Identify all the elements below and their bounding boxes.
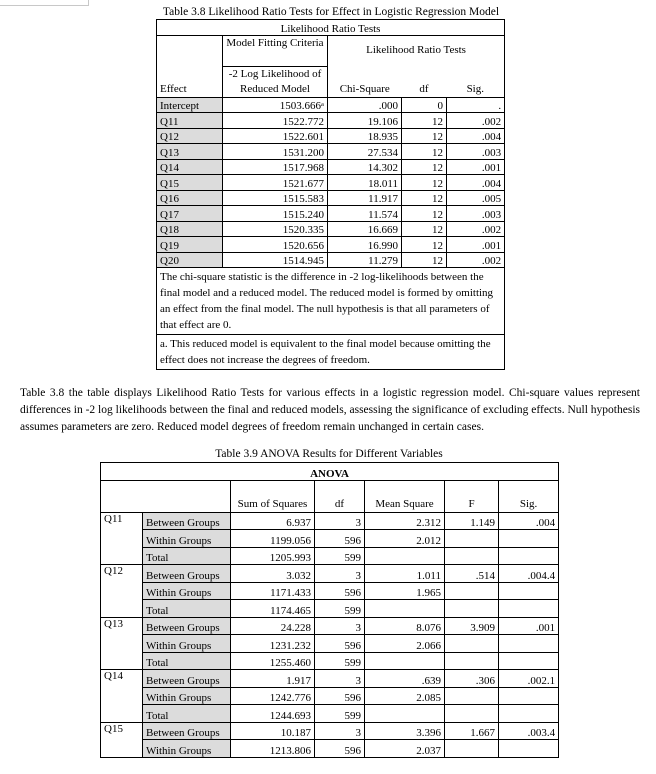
row-label: Between Groups — [143, 617, 231, 635]
df-cell: 596 — [315, 687, 365, 705]
df-cell: 596 — [315, 740, 365, 758]
df-cell: 596 — [315, 582, 365, 600]
row-label: Within Groups — [143, 740, 231, 758]
row-label: Within Groups — [143, 582, 231, 600]
ss-cell: 1199.056 — [231, 530, 315, 548]
row-label: Between Groups — [143, 565, 231, 583]
description-paragraph: Table 3.8 the table displays Likelihood Ratio Tests for various effects in a logistic regression model. Chi-square values represent differences in -2 log likelihoods between the final and reduced models, assessing the significance of excluding effects. Null hypothesis assumes parameters are zero. Reduced model degrees of freedom remain unchanged in certain cases. — [20, 387, 640, 433]
df-cell: 3 — [315, 722, 365, 740]
anova-table — [100, 462, 559, 758]
chisq-cell: 11.279 — [328, 252, 402, 268]
row-label: Total — [143, 652, 231, 670]
m2ll-cell: 1522.601 — [223, 128, 328, 144]
f-cell: 1.667 — [445, 722, 499, 740]
table-title: Likelihood Ratio Tests — [157, 20, 505, 36]
f-column-header: F — [445, 480, 499, 512]
df-cell: 0 — [402, 97, 447, 113]
f-cell — [445, 547, 499, 565]
sig-cell: .002 — [447, 252, 505, 268]
df-cell: 12 — [402, 252, 447, 268]
ss-cell: 10.187 — [231, 722, 315, 740]
sig-cell: .004 — [499, 512, 559, 530]
df-cell: 12 — [402, 128, 447, 144]
question-label: Q13 — [101, 617, 143, 670]
likelihood-ratio-table — [156, 19, 505, 370]
sig-column-header: Sig. — [499, 480, 559, 512]
df-cell: 12 — [402, 144, 447, 160]
df-cell: 12 — [402, 237, 447, 253]
question-label: Q15 — [101, 722, 143, 757]
f-cell: 1.149 — [445, 512, 499, 530]
sig-cell — [499, 600, 559, 618]
f-cell — [445, 600, 499, 618]
question-label: Q14 — [101, 670, 143, 723]
f-cell — [445, 635, 499, 653]
effect-cell: Q20 — [157, 252, 223, 268]
df-cell: 12 — [402, 175, 447, 191]
table-footnote: a. This reduced model is equivalent to the final model because omitting the effect does not increase the degrees of freedom. — [157, 335, 505, 370]
ms-cell — [365, 547, 445, 565]
ms-cell: 2.085 — [365, 687, 445, 705]
ms-cell: 3.396 — [365, 722, 445, 740]
f-cell: .514 — [445, 565, 499, 583]
m2ll-cell: 1520.335 — [223, 221, 328, 237]
page-corner-mark — [0, 0, 89, 6]
sig-cell — [499, 530, 559, 548]
sig-column-header: Sig. — [447, 66, 505, 97]
row-label: Within Groups — [143, 635, 231, 653]
chisq-column-header: Chi-Square — [328, 66, 402, 97]
effect-column-header: Effect — [157, 66, 223, 97]
ss-cell: 1255.460 — [231, 652, 315, 670]
sig-cell: .001 — [447, 237, 505, 253]
ss-cell: 1213.806 — [231, 740, 315, 758]
chisq-cell: 11.574 — [328, 206, 402, 222]
ms-cell: 2.037 — [365, 740, 445, 758]
f-cell — [445, 652, 499, 670]
effect-cell: Intercept — [157, 97, 223, 113]
sig-cell — [499, 687, 559, 705]
row-label: Within Groups — [143, 530, 231, 548]
ms-cell — [365, 705, 445, 723]
effect-cell: Q13 — [157, 144, 223, 160]
model-fitting-criteria-header: Model Fitting Criteria — [223, 35, 328, 66]
ms-cell: .639 — [365, 670, 445, 688]
chisq-cell: 19.106 — [328, 113, 402, 129]
chisq-cell: .000 — [328, 97, 402, 113]
m2ll-cell: 1531.200 — [223, 144, 328, 160]
row-label: Total — [143, 705, 231, 723]
sig-cell — [499, 705, 559, 723]
sig-cell: .003 — [447, 144, 505, 160]
m2ll-cell: 1503.666ᵃ — [223, 97, 328, 113]
m2ll-cell: 1520.656 — [223, 237, 328, 253]
chisq-cell: 16.990 — [328, 237, 402, 253]
effect-cell: Q14 — [157, 159, 223, 175]
sig-cell — [499, 635, 559, 653]
m2ll-cell: 1514.945 — [223, 252, 328, 268]
sig-cell: . — [447, 97, 505, 113]
row-label: Between Groups — [143, 722, 231, 740]
chisq-cell: 27.534 — [328, 144, 402, 160]
df-cell: 596 — [315, 635, 365, 653]
f-cell: 3.909 — [445, 617, 499, 635]
df-cell: 12 — [402, 190, 447, 206]
df-cell: 599 — [315, 547, 365, 565]
chisq-cell: 14.302 — [328, 159, 402, 175]
sig-cell: .001 — [499, 617, 559, 635]
sig-cell: .004.4 — [499, 565, 559, 583]
df-column-header: df — [315, 480, 365, 512]
df-cell: 12 — [402, 159, 447, 175]
m2ll-cell: 1517.968 — [223, 159, 328, 175]
df-cell: 599 — [315, 705, 365, 723]
df-cell: 3 — [315, 670, 365, 688]
ms-cell: 2.066 — [365, 635, 445, 653]
ss-cell: 1.917 — [231, 670, 315, 688]
ms-cell: 1.965 — [365, 582, 445, 600]
table-note: The chi-square statistic is the difference in -2 log-likelihoods between the final model and a reduced model. The reduced model is formed by omitting an effect from the final model. The null hypothesis is that all parameters of that effect are 0. — [157, 268, 505, 335]
ss-column-header: Sum of Squares — [231, 480, 315, 512]
sig-cell — [499, 582, 559, 600]
f-cell — [445, 582, 499, 600]
m2ll-cell: 1521.677 — [223, 175, 328, 191]
effect-cell: Q16 — [157, 190, 223, 206]
ss-cell: 1244.693 — [231, 705, 315, 723]
sig-cell: .005 — [447, 190, 505, 206]
ms-cell — [365, 600, 445, 618]
ss-cell: 1231.232 — [231, 635, 315, 653]
df-cell: 599 — [315, 600, 365, 618]
df-cell: 12 — [402, 113, 447, 129]
row-label: Within Groups — [143, 687, 231, 705]
ms-cell: 8.076 — [365, 617, 445, 635]
ms-cell: 2.012 — [365, 530, 445, 548]
df-cell: 3 — [315, 565, 365, 583]
anova-title: ANOVA — [101, 463, 559, 481]
ss-cell: 1174.465 — [231, 600, 315, 618]
ss-cell: 6.937 — [231, 512, 315, 530]
ss-cell: 24.228 — [231, 617, 315, 635]
ss-cell: 1205.993 — [231, 547, 315, 565]
chisq-cell: 18.011 — [328, 175, 402, 191]
sig-cell: .003.4 — [499, 722, 559, 740]
sig-cell: .004 — [447, 128, 505, 144]
sig-cell — [499, 652, 559, 670]
effect-cell: Q17 — [157, 206, 223, 222]
m2ll-cell: 1515.240 — [223, 206, 328, 222]
f-cell — [445, 687, 499, 705]
df-cell: 599 — [315, 652, 365, 670]
effect-cell: Q12 — [157, 128, 223, 144]
likelihood-ratio-tests-header: Likelihood Ratio Tests — [366, 44, 466, 57]
sig-cell: .002 — [447, 113, 505, 129]
m2ll-cell: 1515.583 — [223, 190, 328, 206]
df-cell: 596 — [315, 530, 365, 548]
row-label: Total — [143, 600, 231, 618]
chisq-cell: 11.917 — [328, 190, 402, 206]
ms-cell: 1.011 — [365, 565, 445, 583]
df-cell: 12 — [402, 206, 447, 222]
sig-cell: .001 — [447, 159, 505, 175]
sig-cell: .002.1 — [499, 670, 559, 688]
effect-cell: Q18 — [157, 221, 223, 237]
row-label: Between Groups — [143, 512, 231, 530]
m2ll-column-header: -2 Log Likelihood of Reduced Model — [223, 66, 328, 97]
chisq-cell: 18.935 — [328, 128, 402, 144]
ms-column-header: Mean Square — [365, 480, 445, 512]
question-label: Q12 — [101, 565, 143, 618]
ms-cell: 2.312 — [365, 512, 445, 530]
f-cell — [445, 705, 499, 723]
df-cell: 12 — [402, 221, 447, 237]
sig-cell — [499, 740, 559, 758]
m2ll-cell: 1522.772 — [223, 113, 328, 129]
ss-cell: 3.032 — [231, 565, 315, 583]
f-cell — [445, 530, 499, 548]
effect-cell: Q15 — [157, 175, 223, 191]
df-cell: 3 — [315, 512, 365, 530]
effect-cell: Q11 — [157, 113, 223, 129]
row-label: Total — [143, 547, 231, 565]
df-column-header: df — [402, 66, 447, 97]
effect-cell: Q19 — [157, 237, 223, 253]
table-3-8-caption: Table 3.8 Likelihood Ratio Tests for Effect in Logistic Regression Model — [162, 6, 500, 18]
sig-cell — [499, 547, 559, 565]
sig-cell: .003 — [447, 206, 505, 222]
ss-cell: 1171.433 — [231, 582, 315, 600]
ss-cell: 1242.776 — [231, 687, 315, 705]
question-label: Q11 — [101, 512, 143, 565]
df-cell: 3 — [315, 617, 365, 635]
row-label: Between Groups — [143, 670, 231, 688]
f-cell: .306 — [445, 670, 499, 688]
f-cell — [445, 740, 499, 758]
table-3-9-caption: Table 3.9 ANOVA Results for Different Variables — [215, 448, 443, 460]
chisq-cell: 16.669 — [328, 221, 402, 237]
sig-cell: .002 — [447, 221, 505, 237]
ms-cell — [365, 652, 445, 670]
sig-cell: .004 — [447, 175, 505, 191]
